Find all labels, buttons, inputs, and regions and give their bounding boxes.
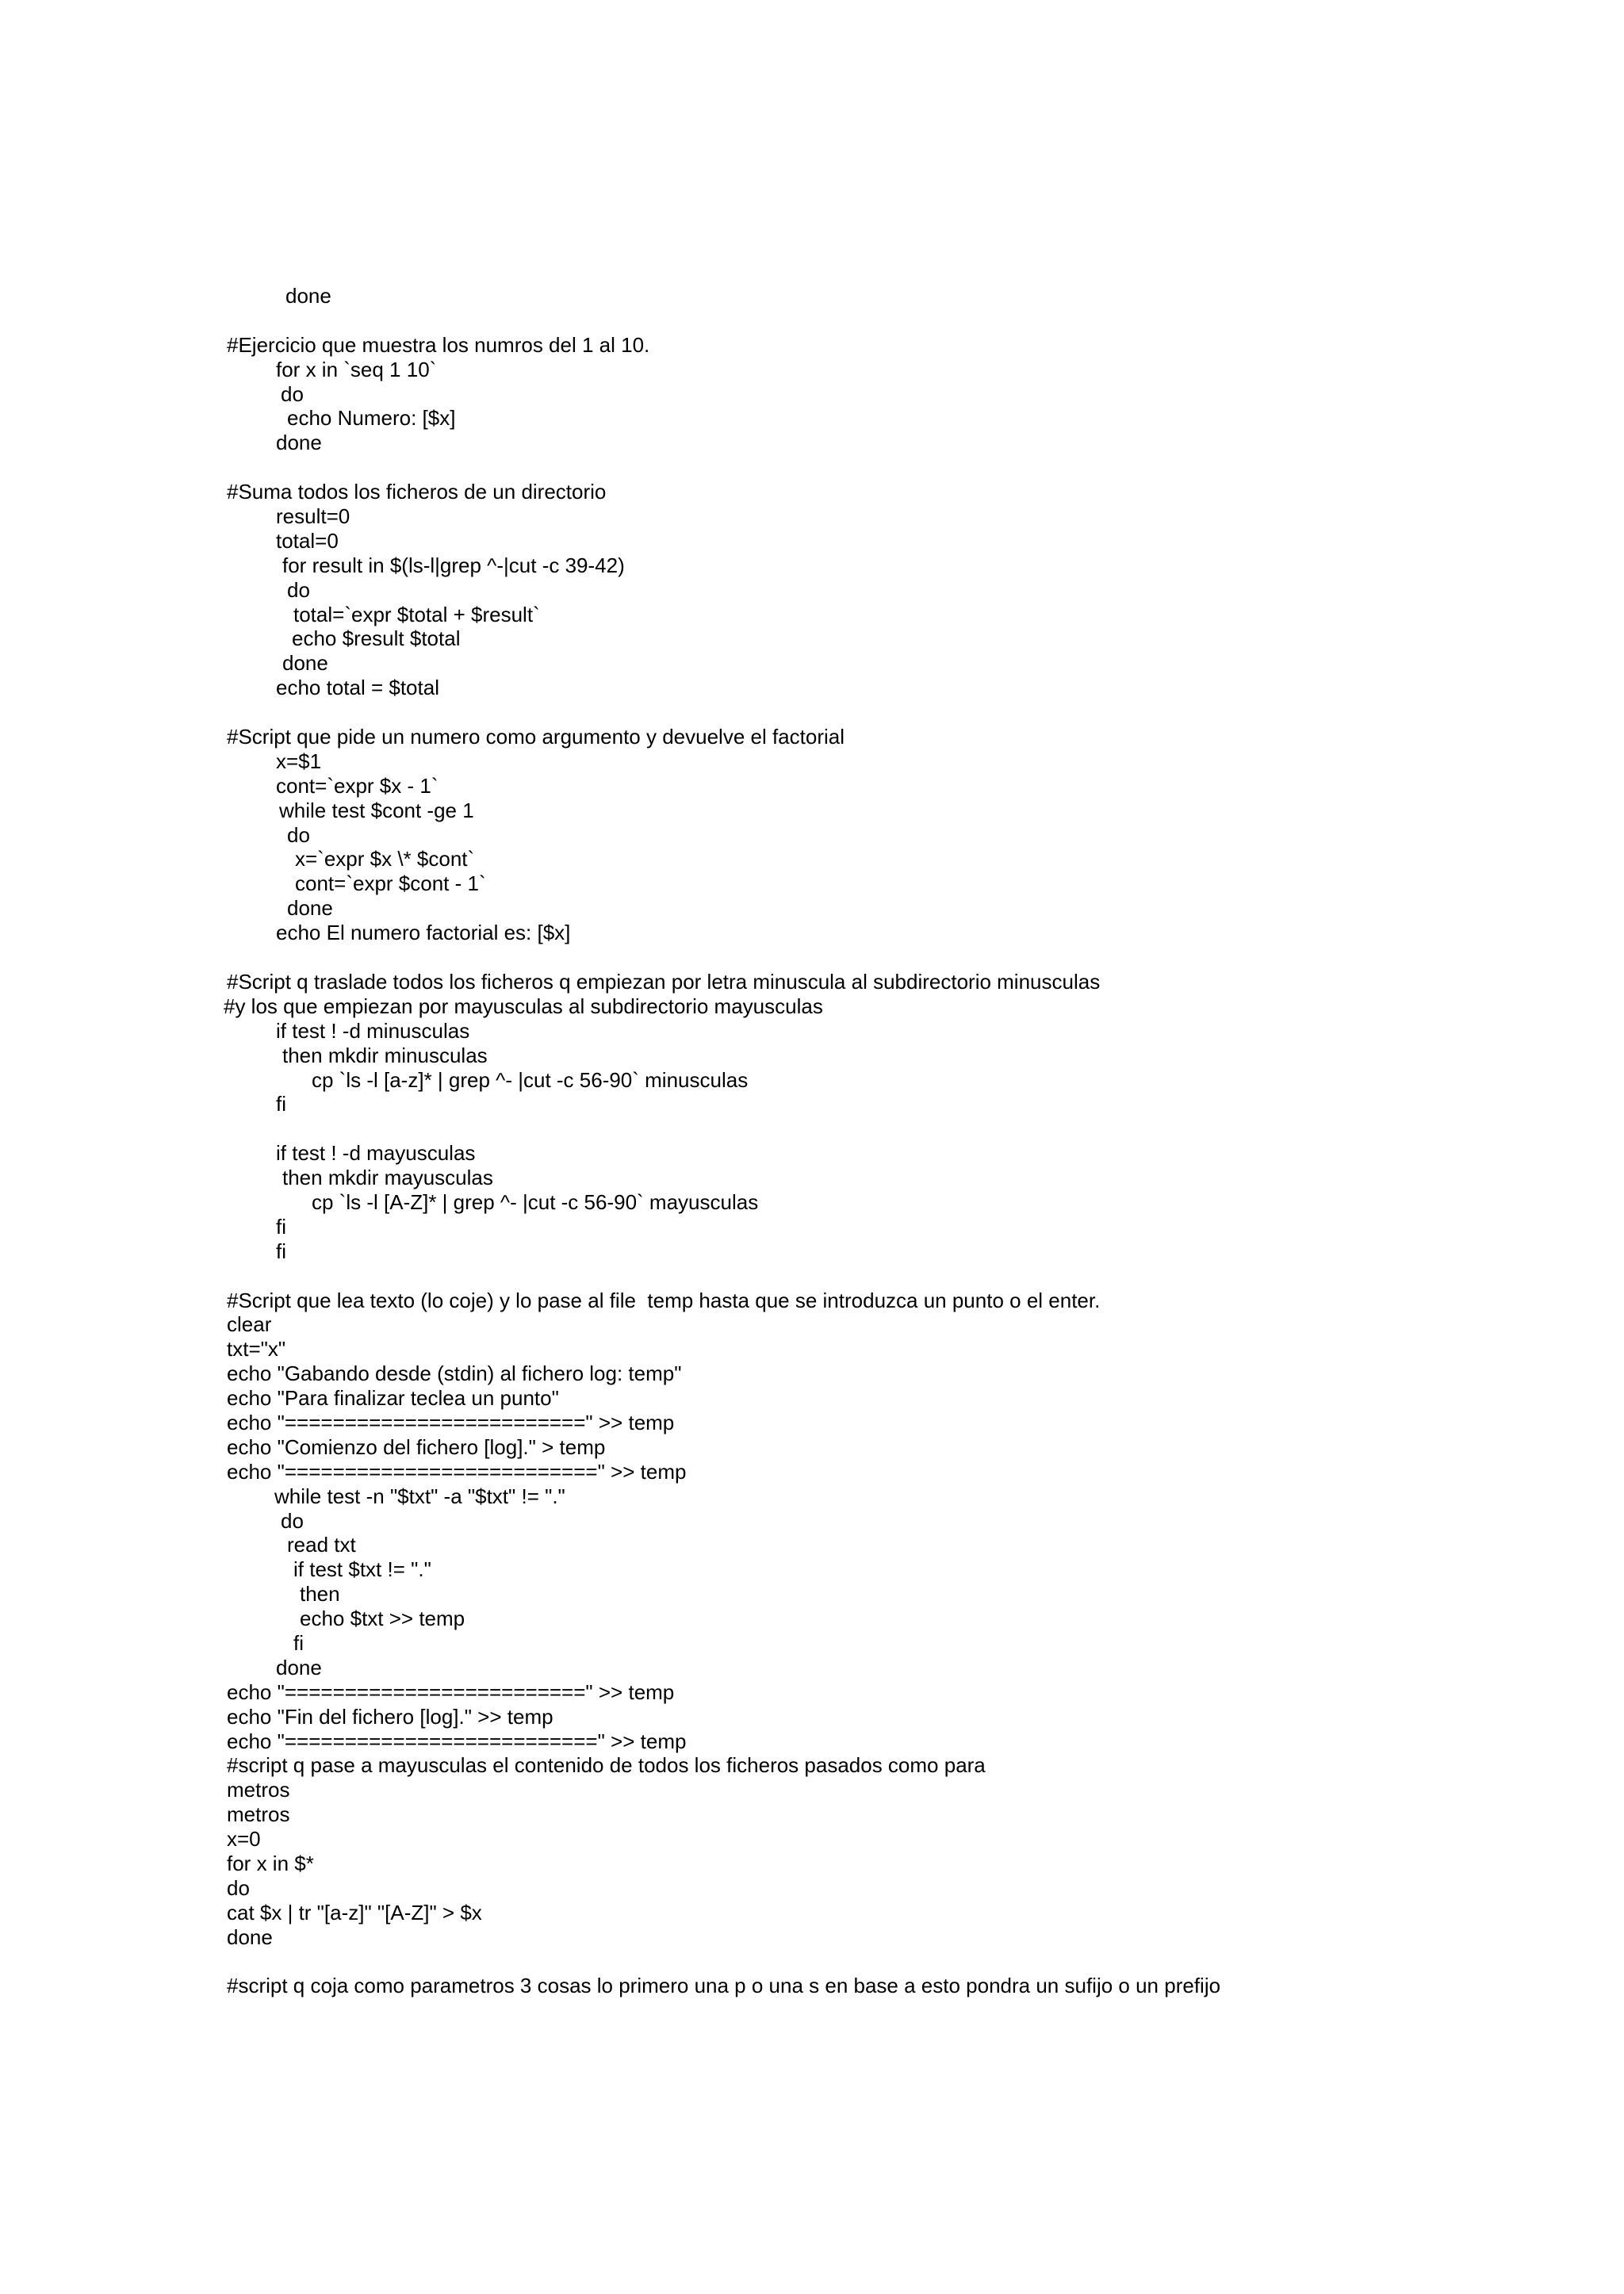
code-line: while test $cont -ge 1: [279, 798, 474, 822]
code-line: #Script que pide un numero como argumento y devuelve el factorial: [227, 725, 845, 749]
code-line: metros: [227, 1802, 290, 1827]
code-line: do: [281, 381, 304, 406]
code-line: echo $result $total: [292, 626, 461, 651]
blank-line: [227, 1950, 1624, 1974]
code-line: cp `ls -l [a-z]* | grep ^- |cut -c 56-90` minusculas: [312, 1067, 749, 1092]
code-line: echo Numero: [$x]: [287, 406, 456, 431]
code-line: done: [276, 431, 322, 455]
code-line: #y los que empiezan por mayusculas al subdirectorio mayusculas: [224, 994, 823, 1018]
code-line: echo El numero factorial es: [$x]: [276, 921, 571, 945]
code-line: fi: [293, 1630, 304, 1655]
code-line: then mkdir minusculas: [282, 1043, 488, 1067]
code-line: do: [281, 1508, 304, 1533]
code-line: echo "=========================" >> temp: [227, 1679, 675, 1704]
code-line: fi: [276, 1092, 286, 1116]
code-line: for x in `seq 1 10`: [276, 357, 437, 381]
code-line: x=0: [227, 1827, 261, 1852]
code-line: #Ejercicio que muestra los numros del 1 al 10.: [227, 332, 650, 357]
code-line: result=0: [276, 504, 350, 529]
blank-line: [227, 308, 1624, 333]
blank-line: [227, 945, 1624, 970]
code-line: for x in $*: [227, 1852, 314, 1875]
code-line: for result in $(ls-l|grep ^-|cut -c 39-42): [282, 553, 625, 577]
code-line: echo "Fin del fichero [log]." >> temp: [227, 1704, 553, 1729]
code-line: if test $txt != ".": [293, 1557, 431, 1582]
code-line: read txt: [287, 1533, 356, 1557]
blank-line: [227, 455, 1624, 480]
code-line: do: [287, 577, 310, 602]
code-line: clear: [227, 1312, 272, 1337]
code-line: done: [276, 1655, 322, 1679]
code-line: #script q pase a mayusculas el contenido de todos los ficheros pasados como para: [227, 1753, 986, 1778]
code-line: fi: [276, 1239, 286, 1263]
code-line: if test ! -d minusculas: [276, 1018, 470, 1043]
code-line: done: [287, 896, 333, 921]
code-line: txt="x": [227, 1337, 286, 1361]
code-line: cont=`expr $x - 1`: [276, 773, 439, 798]
blank-line: [227, 700, 1624, 725]
code-line: cat $x | tr "[a-z]" "[A-Z]" > $x: [227, 1900, 482, 1924]
code-line: while test -n "$txt" -a "$txt" != ".": [274, 1484, 565, 1508]
code-line: echo total = $total: [276, 676, 439, 700]
blank-line: [227, 1116, 1624, 1141]
code-line: total=0: [276, 528, 339, 553]
code-line: total=`expr $total + $result`: [293, 602, 540, 626]
code-line: echo "==========================" >> temp: [227, 1729, 687, 1753]
code-line: #script q coja como parametros 3 cosas lo primero una p o una s en base a esto pondra un sufijo o un prefijo: [227, 1974, 1221, 1998]
code-line: x=`expr $x \* $cont`: [295, 847, 475, 871]
code-line: metros: [227, 1778, 290, 1802]
code-line: then mkdir mayusculas: [282, 1166, 493, 1190]
code-line: cont=`expr $cont - 1`: [295, 871, 486, 896]
code-line: do: [287, 822, 310, 847]
code-line: if test ! -d mayusculas: [276, 1141, 476, 1166]
blank-line: [227, 1264, 1624, 1289]
code-line: do: [227, 1875, 250, 1900]
code-line: #Script que lea texto (lo coje) y lo pase al file temp hasta que se introduzca un punto o el enter.: [227, 1288, 1101, 1312]
code-line: echo "Para finalizar teclea un punto": [227, 1386, 559, 1411]
code-line: then: [300, 1582, 340, 1607]
code-line: echo "==========================" >> temp: [227, 1459, 687, 1484]
code-line: echo $txt >> temp: [300, 1607, 465, 1631]
code-line: echo "Gabando desde (stdin) al fichero log: temp": [227, 1361, 682, 1386]
code-line: done: [282, 651, 328, 676]
code-line: echo "=========================" >> temp: [227, 1410, 675, 1434]
code-line: cp `ls -l [A-Z]* | grep ^- |cut -c 56-90` mayusculas: [312, 1189, 759, 1214]
document-page: [0, 284, 1624, 1998]
code-line: fi: [276, 1214, 286, 1239]
code-line: #Script q traslade todos los ficheros q empiezan por letra minuscula al subdirectorio minusculas: [227, 969, 1101, 994]
code-line: done: [285, 284, 331, 308]
code-line: echo "Comienzo del fichero [log]." > temp: [227, 1434, 606, 1459]
code-line: x=$1: [276, 749, 322, 773]
code-line: done: [227, 1924, 273, 1949]
code-line: #Suma todos los ficheros de un directorio: [227, 480, 607, 504]
